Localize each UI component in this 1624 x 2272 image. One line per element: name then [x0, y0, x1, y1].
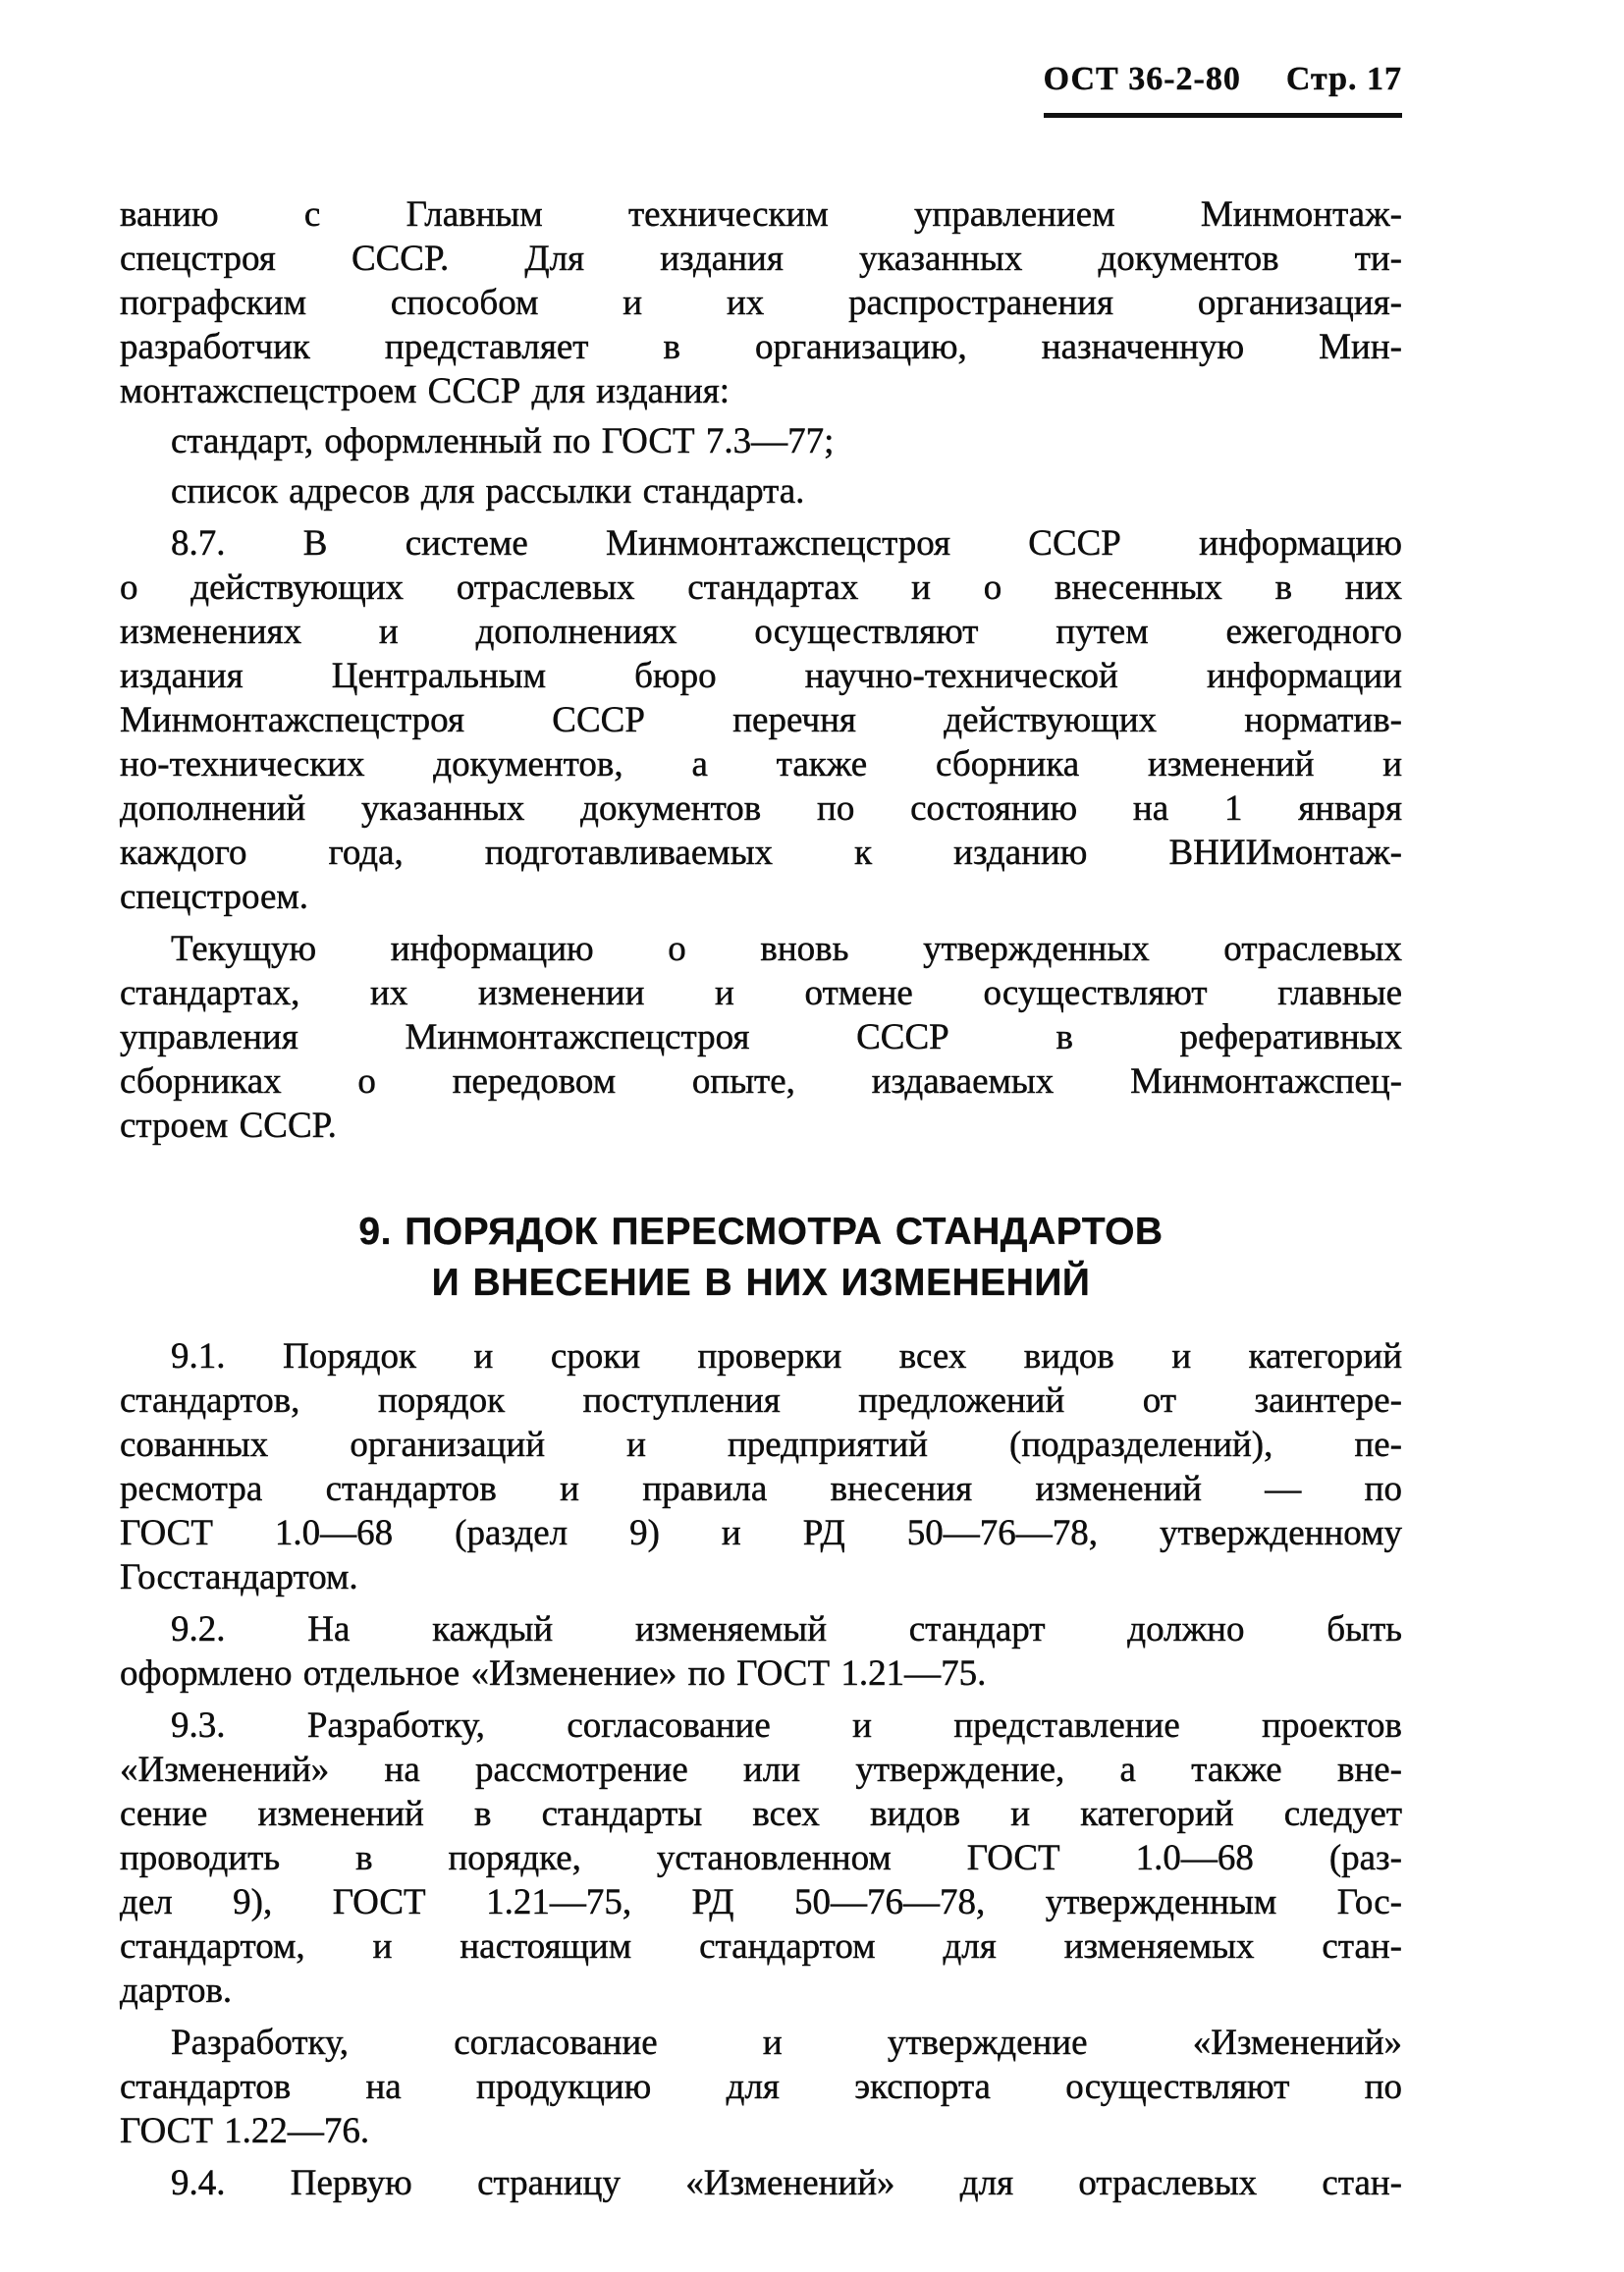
text-block: [120, 192, 1402, 413]
text-line: стандартов, порядок поступления предложений от заинтере-: [120, 1380, 1402, 1421]
text-block: [120, 927, 1402, 1148]
text-line: спецстроем.: [120, 877, 309, 917]
text-line: Госстандартом.: [120, 1557, 358, 1597]
text-line: 8.7. В системе Минмонтажспецстроя СССР информацию: [171, 523, 1402, 564]
text-line: оформлено отдельное «Изменение» по ГОСТ 1.21—75.: [120, 1653, 987, 1694]
text-line: Минмонтажспецстроя СССР перечня действующих норматив-: [120, 700, 1402, 740]
text-block: [120, 1334, 1402, 1599]
text-line: «Изменений» на рассмотрение или утверждение, а также вне-: [120, 1750, 1402, 1790]
text-line: Текущую информацию о вновь утвержденных отраслевых: [171, 929, 1402, 969]
text-block: [120, 419, 1402, 463]
document-body: [120, 192, 1402, 2205]
text-line: о действующих отраслевых стандартах и о внесенных в них: [120, 568, 1402, 608]
heading-line: И ВНЕСЕНИЕ В НИХ ИЗМЕНЕНИЙ: [431, 1262, 1091, 1304]
text-line: но-технических документов, а также сборника изменений и: [120, 744, 1402, 784]
text-block: [120, 469, 1402, 514]
heading-line: 9. ПОРЯДОК ПЕРЕСМОТРА СТАНДАРТОВ: [358, 1211, 1164, 1253]
text-line: каждого года, подготавливаемых к изданию ВНИИмонтаж-: [120, 833, 1402, 873]
page-number: Стр. 17: [1285, 61, 1402, 97]
text-line: стандарт, оформленный по ГОСТ 7.3—77;: [171, 421, 835, 461]
text-line: ванию с Главным техническим управлением Минмонтаж-: [120, 194, 1402, 235]
text-line: дел 9), ГОСТ 1.21—75, РД 50—76—78, утвержденным Гос-: [120, 1882, 1402, 1922]
text-block: [120, 2161, 1402, 2205]
text-line: спецстроя СССР. Для издания указанных документов ти-: [120, 239, 1402, 279]
text-line: сение изменений в стандарты всех видов и категорий следует: [120, 1794, 1402, 1834]
text-line: ГОСТ 1.22—76.: [120, 2111, 370, 2151]
text-line: управления Минмонтажспецстроя СССР в реферативных: [120, 1017, 1402, 1057]
text-line: стандартов на продукцию для экспорта осуществляют по: [120, 2067, 1402, 2107]
text-line: стандартах, их изменении и отмене осуществляют главные: [120, 973, 1402, 1013]
text-line: ГОСТ 1.0—68 (раздел 9) и РД 50—76—78, утвержденному: [120, 1513, 1402, 1553]
text-line: 9.1. Порядок и сроки проверки всех видов и категорий: [171, 1336, 1402, 1377]
text-line: стандартом, и настоящим стандартом для изменяемых стан-: [120, 1926, 1402, 1967]
text-block: [120, 521, 1402, 919]
text-line: ресмотра стандартов и правила внесения изменений — по: [120, 1469, 1402, 1509]
page-header: [1044, 61, 1402, 118]
text-line: строем СССР.: [120, 1106, 337, 1146]
text-line: 9.4. Первую страницу «Изменений» для отраслевых стан-: [171, 2163, 1402, 2203]
text-line: Разработку, согласование и утверждение «Изменений»: [171, 2023, 1402, 2063]
text-line: издания Центральным бюро научно-технической информации: [120, 656, 1402, 696]
text-block: [120, 2021, 1402, 2153]
text-block: [120, 1704, 1402, 2013]
text-line: дополнений указанных документов по состоянию на 1 января: [120, 788, 1402, 829]
section-heading: [120, 1207, 1402, 1309]
text-line: разработчик представляет в организацию, назначенную Мин-: [120, 327, 1402, 367]
text-line: сборниках о передовом опыте, издаваемых Минмонтажспец-: [120, 1061, 1402, 1102]
doc-number: ОСТ 36-2-80: [1043, 61, 1241, 97]
text-line: пографским способом и их распространения организация-: [120, 283, 1402, 323]
text-line: монтажспецстроем СССР для издания:: [120, 371, 730, 411]
text-line: сованных организаций и предприятий (подразделений), пе-: [120, 1425, 1402, 1465]
text-line: 9.2. На каждый изменяемый стандарт должно быть: [171, 1609, 1402, 1650]
text-line: изменениях и дополнениях осуществляют путем ежегодного: [120, 612, 1402, 652]
text-line: 9.3. Разработку, согласование и представление проектов: [171, 1705, 1402, 1746]
text-line: проводить в порядке, установленном ГОСТ 1.0—68 (раз-: [120, 1838, 1402, 1878]
text-line: список адресов для рассылки стандарта.: [171, 471, 805, 512]
text-block: [120, 1607, 1402, 1696]
text-line: дартов.: [120, 1971, 233, 2011]
